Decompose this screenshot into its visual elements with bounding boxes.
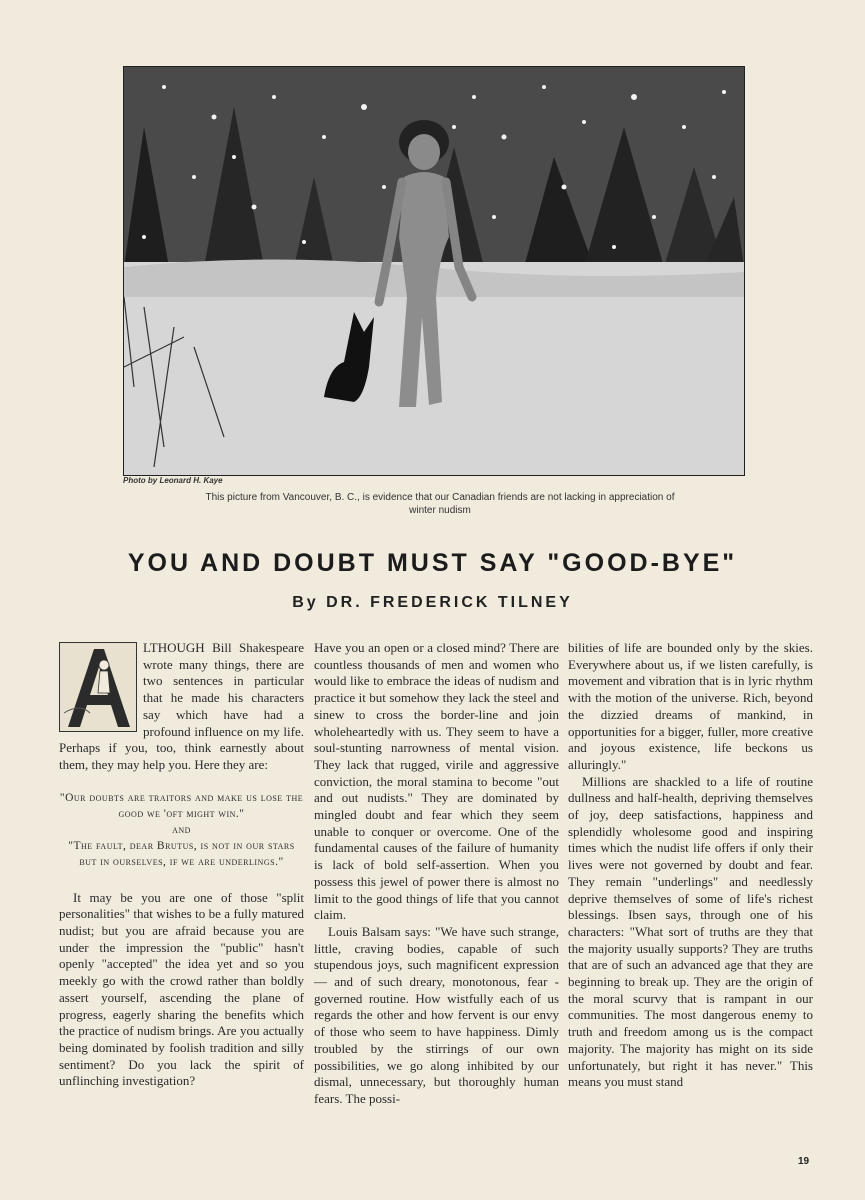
column-1 [59,640,304,1090]
intro-paragraph: LTHOUGH Bill Shakespeare wrote many things, there are two sentences in particular that he made his characters say which have had a profound influence on my life. Perhaps if you, too, think earnestly about them, they may help you. Here they are: [59,640,304,772]
quote-1: "Our doubts are traitors and make us lose the good we 'oft might win." [59,791,304,820]
body-paragraph: Have you an open or a closed mind? There are countless thousands of men and women who would like to embrace the ideas of nudism and practice it but somehow they lack the steel and sinew to cross the border-line and join wholeheartedly with us. They seem to have a soul-stunting narrowness of mental vision. They lack that rugged, virile and aggressive conviction, the moral stamina to become "out and out nudists." They are dominated by mingled doubt and fear which they seem unable to conquer or overcome. One of the fundamental causes of the failure of humanity is lack of bold self-assertion. When you possess this jewel of power there is almost no limit to the good things of life that you cannot claim. [314,640,559,923]
column-2 [314,640,559,1108]
column-3 [568,640,813,1091]
photo-credit: Photo by Leonard H. Kaye [123,476,223,485]
body-paragraph: Louis Balsam says: "We have such strange, little, craving bodies, capable of such stupendous joys, such magnificent expression — and of such dreary, monotonous, fear - governed routine. How wistfully each of us regards the other and how fervent is our envy of those who seem to have happiness. Dimly troubled by the stirrings of our own possibilities, we go along inhibited by our dismal, unnecessary, but thoroughly human fears. The possi- [314,923,559,1106]
quote-2: "The fault, dear Brutus, is not in our stars but in ourselves, if we are underlings." [68,839,295,868]
page-number: 19 [798,1156,810,1167]
photo-caption: This picture from Vancouver, B. C., is evidence that our Canadian friends are not lacking in appreciation of winter nudism [205,492,675,516]
article-byline: By DR. FREDERICK TILNEY [292,594,573,611]
quote-and: and [172,823,191,836]
dropcap-illustration [59,642,137,732]
body-paragraph: Millions are shackled to a life of routine dullness and half-health, depriving themselves of joy, deep satisfactions, happiness and splendidly wholesome good and inspiring times which the nudist life offers if only their lives were not governed by doubt and fear. They remain "underlings" and needlessly deprive themselves of some of life's richest blessings. Ibsen says, through one of his characters: "What sort of truths are they that the majority usually supports? They are truths that are of such an advanced age that they are beginning to break up. They are the origin of the moral scurvy that is rampant in our communities. The most dangerous enemy to truth and freedom among us is the compact majority. The majority has might on its side unfortunately, but right it has never." This means you must stand [568,773,813,1090]
dropcap-letter-a-icon [60,643,136,731]
winter-scene-illustration [124,67,744,475]
body-paragraph: It may be you are one of those "split personalities" that wishes to be a fully matured nudist; but you are afraid because you are under the impression the "public" hasn't openly "accepted" the idea yet and so you meekly go with the crowd rather than boldly assert yourself, ascending the plane of progress, eagerly sharing the benefits which the practice of nudism brings. Are you actually being dominated by foolish tradition and silly sentiment? Do you lack the spirit of unflinching investigation? [59,889,304,1089]
body-paragraph: bilities of life are bounded only by the skies. Everywhere about us, if we listen carefully, is movement and vibration that is in lyric rhythm with the motion of the universe. Rich, beyond the dizzied dreams of mankind, in opportunities for a bigger, fuller, more creative and joyous existence, life beckons us alluringly." [568,640,813,772]
shakespeare-quotes [59,790,304,870]
article-title: YOU AND DOUBT MUST SAY "GOOD-BYE" [127,549,738,577]
article-photo [123,66,745,476]
